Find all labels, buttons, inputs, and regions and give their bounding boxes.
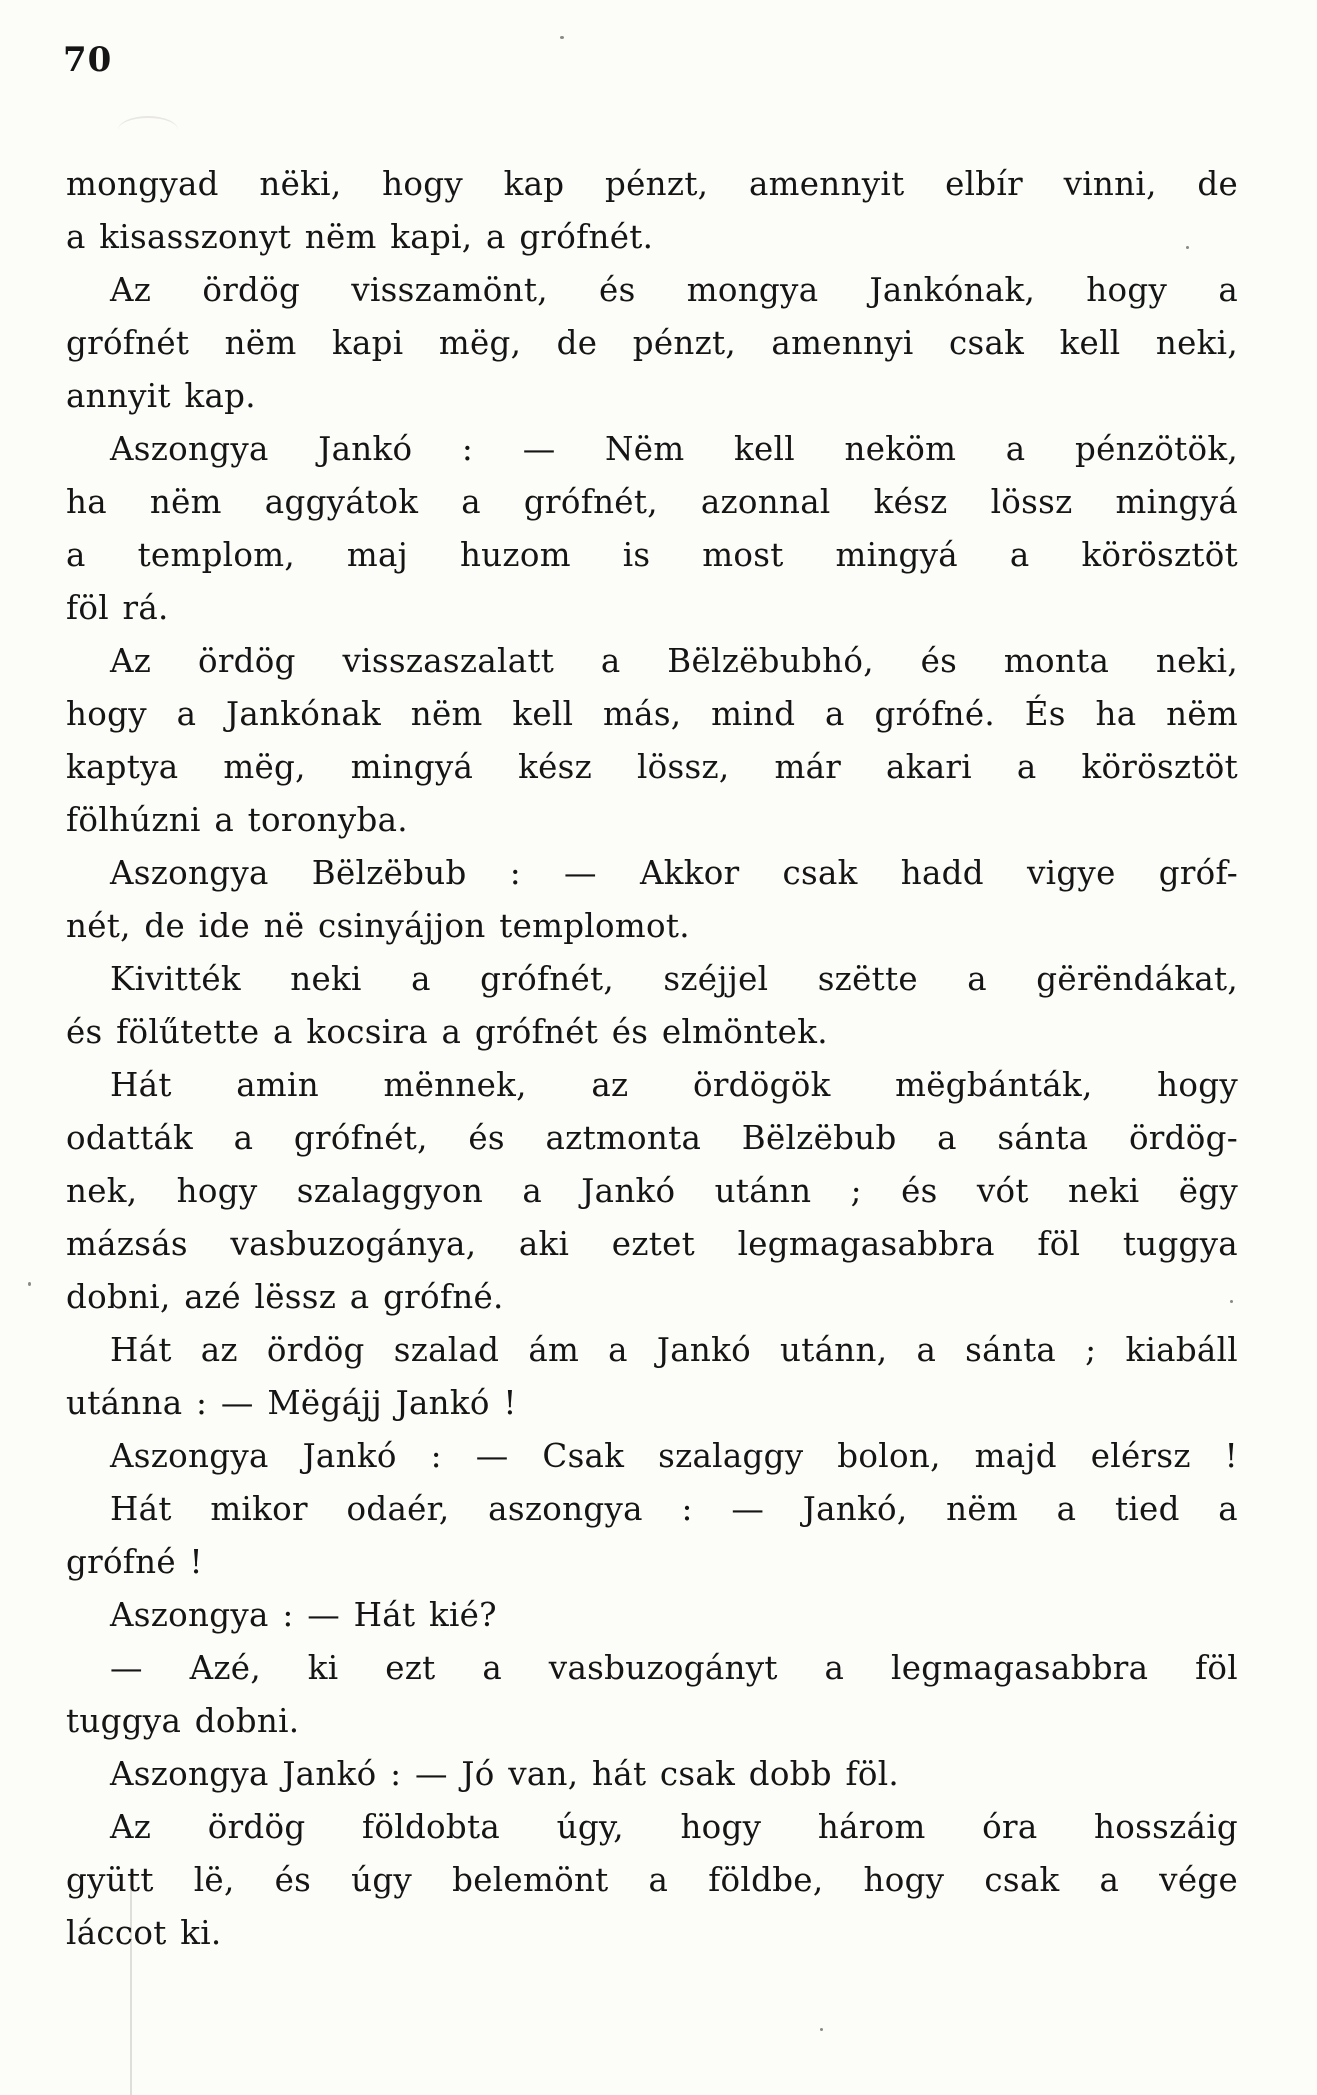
text-line: — Azé, ki ezt a vasbuzogányt a legmagasabbra föl: [110, 1649, 1238, 1687]
text-line: Aszongya : — Hát kié?: [110, 1596, 497, 1634]
scan-smudge: [118, 116, 178, 144]
text-line: a templom, maj huzom is most mingyá a körösztöt: [66, 536, 1238, 574]
text-line: nek, hogy szalaggyon a Jankó utánn ; és vót neki ëgy: [66, 1172, 1238, 1210]
scan-speck: [560, 36, 564, 39]
text-line: mázsás vasbuzogánya, aki eztet legmagasabbra föl tuggya: [66, 1225, 1238, 1263]
text-line: odatták a grófnét, és aztmonta Bëlzëbub a sánta ördög-: [66, 1119, 1238, 1157]
text-line: a kisasszonyt nëm kapi, a grófnét.: [66, 218, 654, 256]
text-line: Az ördög visszamönt, és mongya Jankónak, hogy a: [110, 271, 1238, 309]
scan-crease: [130, 1880, 132, 2095]
text-line: Aszongya Jankó : — Nëm kell neköm a pénzötök,: [110, 430, 1238, 468]
text-line: mongyad nëki, hogy kap pénzt, amennyit elbír vinni, de: [66, 165, 1238, 203]
text-line: utánna : — Mëgájj Jankó !: [66, 1384, 517, 1422]
body-text: [66, 158, 1238, 1960]
text-line: láccot ki.: [66, 1914, 222, 1952]
text-line: gyütt lë, és úgy belemönt a földbe, hogy csak a vége: [66, 1861, 1238, 1899]
scan-speck: [28, 1282, 31, 1286]
text-line: Aszongya Jankó : — Csak szalaggy bolon, majd elérsz !: [110, 1437, 1238, 1475]
scan-speck: [820, 2028, 823, 2031]
text-line: Hát az ördög szalad ám a Jankó utánn, a sánta ; kiabáll: [110, 1331, 1238, 1369]
text-line: Aszongya Bëlzëbub : — Akkor csak hadd vigye gróf-: [110, 854, 1238, 892]
text-line: Aszongya Jankó : — Jó van, hát csak dobb föl.: [110, 1755, 900, 1793]
text-line: föl rá.: [66, 589, 169, 627]
scan-speck: [1230, 1300, 1233, 1303]
text-line: fölhúzni a toronyba.: [66, 801, 408, 839]
text-line: nét, de ide në csinyájjon templomot.: [66, 907, 690, 945]
text-line: Hát mikor odaér, aszongya : — Jankó, nëm a tied a: [110, 1490, 1238, 1528]
text-line: grófné !: [66, 1543, 203, 1581]
text-line: és fölűtette a kocsira a grófnét és elmöntek.: [66, 1013, 828, 1051]
text-line: kaptya mëg, mingyá kész lössz, már akari a körösztöt: [66, 748, 1238, 786]
page-number: 70: [63, 40, 113, 80]
text-line: Hát amin mënnek, az ördögök mëgbánták, hogy: [110, 1066, 1238, 1104]
text-line: hogy a Jankónak nëm kell más, mind a grófné. És ha nëm: [66, 695, 1238, 733]
text-line: grófnét nëm kapi mëg, de pénzt, amennyi csak kell neki,: [66, 324, 1238, 362]
text-line: annyit kap.: [66, 377, 256, 415]
text-line: ha nëm aggyátok a grófnét, azonnal kész lössz mingyá: [66, 483, 1238, 521]
scan-speck: [1186, 246, 1189, 249]
text-line: dobni, azé lëssz a grófné.: [66, 1278, 504, 1316]
text-line: tuggya dobni.: [66, 1702, 300, 1740]
text-line: Az ördög visszaszalatt a Bëlzëbubhó, és monta neki,: [110, 642, 1238, 680]
text-line: Kivitték neki a grófnét, széjjel szëtte a gërëndákat,: [110, 960, 1238, 998]
text-line: Az ördög földobta úgy, hogy három óra hosszáig: [110, 1808, 1238, 1846]
